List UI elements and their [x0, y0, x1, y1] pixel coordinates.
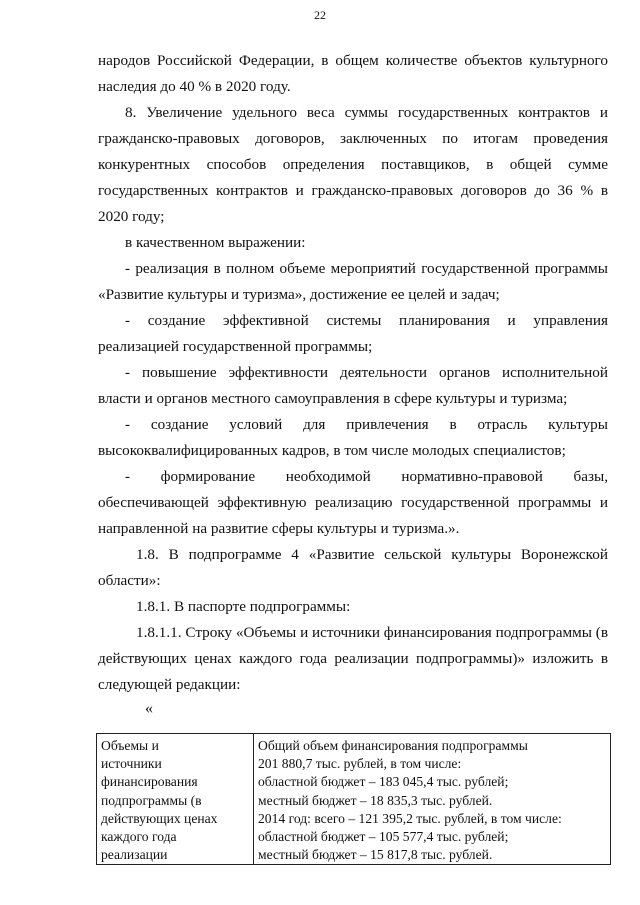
value-line: местный бюджет – 18 835,3 тыс. рублей.	[258, 792, 493, 808]
paragraph-bullet-5: - формирование необходимой нормативно-правовой базы, обеспечивающей эффективную реализацию государственной программы и направленной на развитие сферы культуры и туризма.».	[98, 468, 608, 537]
paragraph-bullet-1: - реализация в полном объеме мероприятий государственной программы «Развитие культуры и туризма», достижение ее целей и задач;	[98, 260, 608, 303]
label-line: подпрограммы (в	[101, 792, 202, 808]
paragraph-section-1-8-1: 1.8.1. В паспорте подпрограммы:	[136, 598, 351, 615]
table-label-cell	[97, 734, 254, 865]
label-line: реализации	[101, 847, 168, 863]
value-line: областной бюджет – 105 577,4 тыс. рублей;	[258, 829, 509, 845]
paragraph-bullet-4: - создание условий для привлечения в отрасль культуры высококвалифицированных кадров, в том числе молодых специалистов;	[98, 416, 608, 459]
paragraph-qualitative: в качественном выражении:	[125, 234, 306, 251]
value-line: 2014 год: всего – 121 395,2 тыс. рублей, в том числе:	[258, 810, 562, 826]
paragraph-bullet-2: - создание эффективной системы планирования и управления реализацией государственной программы;	[98, 312, 608, 355]
paragraph-bullet-3: - повышение эффективности деятельности органов исполнительной власти и органов местного самоуправления в сфере культуры и туризма;	[98, 364, 608, 407]
label-line: каждого года	[101, 829, 177, 845]
paragraph-section-1-8-1-1: 1.8.1.1. Строку «Объемы и источники финансирования подпрограммы (в действующих ценах каждого года реализации подпрограммы)» изложить в следующей редакции:	[98, 624, 608, 693]
value-line: 201 880,7 тыс. рублей, в том числе:	[258, 756, 462, 772]
paragraph-item-8: 8. Увеличение удельного веса суммы государственных контрактов и гражданско-правовых договоров, заключенных по итогам проведения конкурентных способов определения поставщиков, в общей сумме государственных контрактов и гражданско-правовых договоров до 36 % в 2020 году;	[98, 104, 608, 225]
table-value-cell	[254, 734, 611, 865]
value-line: областной бюджет – 183 045,4 тыс. рублей;	[258, 774, 509, 790]
document-body	[98, 48, 608, 698]
label-line: Объемы и	[101, 738, 159, 753]
opening-quote-mark: «	[145, 700, 153, 717]
value-line: местный бюджет – 15 817,8 тыс. рублей.	[258, 847, 493, 863]
label-line: финансирования	[101, 774, 198, 790]
table-row	[97, 734, 611, 865]
paragraph-section-1-8: 1.8. В подпрограмме 4 «Развитие сельской культуры Воронежской области»:	[98, 546, 608, 589]
paragraph-heritage: народов Российской Федерации, в общем количестве объектов культурного наследия до 40 % в 2020 году.	[98, 52, 608, 95]
label-line: действующих ценах	[101, 810, 218, 826]
page-number: 22	[314, 8, 326, 22]
label-line: источники	[101, 756, 162, 772]
financing-table	[96, 733, 611, 865]
value-line: Общий объем финансирования подпрограммы	[258, 738, 528, 753]
